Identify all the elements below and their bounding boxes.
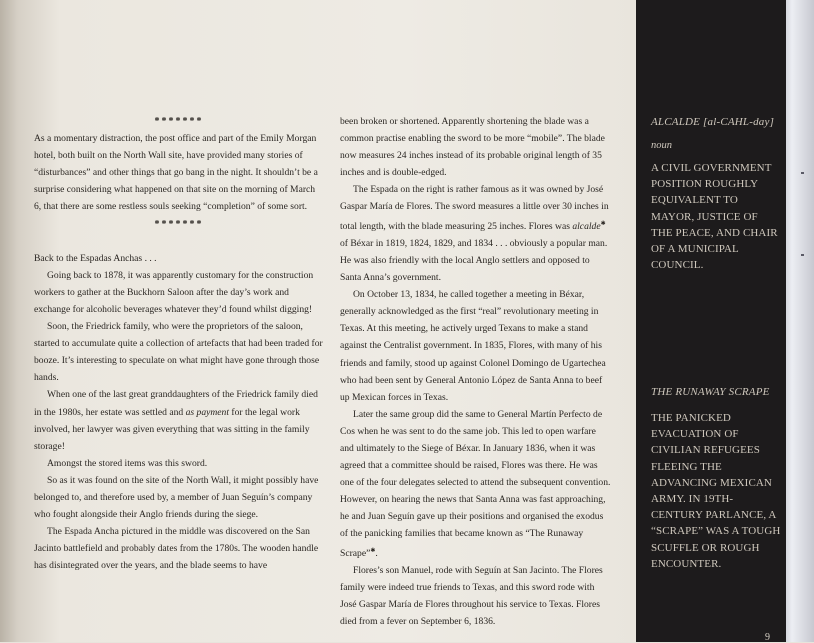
emphasis-text: as payment — [185, 406, 230, 418]
footnote-marker: ✱ — [600, 220, 606, 227]
page-number: 9 — [765, 632, 770, 643]
text-span: When one of the last great granddaughters of the Friedrick family died in the 1980s, her estate was settled and — [34, 389, 318, 418]
text-span: . — [375, 547, 378, 559]
section-divider: ******* — [154, 218, 204, 230]
paragraph: Going back to 1878, it was apparently customary for the construction workers to gather at the Buckhorn Saloon after the day’s work and exchange for alcoholic beverages whatever they’d found whilst digging! — [34, 269, 314, 315]
text-span: Later the same group did the same to General Martín Perfecto de Cos when he was sent to do the same job. This led to open warfare and ultimately to the Siege of Béxar. In January 1836, when it was agreed that a committee should be raised, Flores was there. He was one of the four delegates selected to attend the subsequent convention. However, on hearing the news that Santa Anna was fast approaching, he and Juan Seguín gave up their positions and organised the exodus of the panicking families that became known as “The Runaway Scrape” — [340, 408, 611, 559]
page-edge — [786, 0, 814, 642]
paragraph: As a momentary distraction, the post office and part of the Emily Morgan hotel, both built on the North Wall site, have provided many stories of “disturbances” and other things that go bang in the night. It shouldn’t be a surprise considering what happened on that site on the morning of March 6, that there are some restless souls seeking “completion” of some sort. — [34, 133, 318, 213]
paragraph: On October 13, 1834, he called together a meeting in Béxar, generally acknowledged as the first “real” revolutionary meeting in Texas. At this meeting, he actively urged Texans to make a stand against the Centralist government. In 1835, Flores, with many of his friends and family, stood up against Colonel Domingo de Ugartechea who had been sent by General Antonio López de Santa Anna to beef up Mexican forces in Texas. — [340, 289, 606, 403]
paragraph: The Espada Ancha pictured in the middle was discovered on the San Jacinto battlefield and probably dates from the 1780s. The wooden handle has disintegrated over the years, and the blade seems to have — [34, 526, 319, 572]
paragraph — [340, 181, 612, 286]
edge-mark — [801, 172, 804, 174]
paragraph: Amongst the stored items was this sword. — [47, 457, 208, 469]
glossary-definition: THE PANICKED EVACUATION OF CIVILIAN REFUGEES FLEEING THE ADVANCING MEXICAN ARMY. IN 19TH-CENTURY PARLANCE, A “SCRAPE” WAS A TOUGH SCUFFLE OR ROUGH ENCOUNTER. — [651, 412, 781, 570]
text-span: for the legal work involved, her lawyer was given everything that was sitting in the family storage! — [34, 406, 310, 452]
section-divider: ******* — [154, 116, 204, 127]
section-heading: Back to the Espadas Anchas . . . — [34, 252, 157, 264]
paragraph: Soon, the Friedrick family, who were the proprietors of the saloon, started to accumulate quite a collection of artefacts that had been traded for booze. It’s interesting to speculate on what might have gone through those hands. — [34, 321, 323, 384]
glossary-sidebar — [636, 0, 786, 642]
left-column — [34, 113, 324, 574]
glossary-term: THE RUNAWAY SCRAPE — [651, 386, 770, 398]
glossary-term: ALCALDE [al-CAHL-day] — [651, 116, 775, 128]
glossary-definition: A CIVIL GOVERNMENT POSITION ROUGHLY EQUIVALENT TO MAYOR, JUSTICE OF THE PEACE, AND CHAIR OF A MUNICIPAL COUNCIL. — [651, 162, 778, 272]
text-span: of Béxar in 1819, 1824, 1829, and 1834 . . . obviously a popular man. He was also friendly with the local Anglo settlers and opposed to Santa Anna’s government. — [340, 237, 608, 284]
text-span: The Espada on the right is rather famous as it was owned by José Gaspar María de Flores. The sword measures a little over 30 inches in total length, with the blade measuring 25 inches. Flores was — [340, 184, 609, 232]
paragraph — [34, 386, 324, 454]
paragraph — [340, 406, 612, 562]
part-of-speech: noun — [651, 140, 672, 151]
emphasis-text: alcalde — [572, 220, 601, 232]
paragraph: Flores’s son Manuel, rode with Seguín at San Jacinto. The Flores family were indeed true friends to Texas, and this sword rode with José Gaspar María de Flores throughout his service to Texas. Flores died from a fever on September 6, 1836. — [340, 564, 603, 628]
footnote-marker: ✱ — [370, 547, 376, 554]
right-column — [340, 113, 612, 630]
paragraph: been broken or shortened. Apparently shortening the blade was a common practise enabling the sword to be more “mobile”. The blade now measures 24 inches instead of its probable original length of 35 inches and is double-edged. — [340, 116, 605, 179]
paragraph: So as it was found on the site of the North Wall, it might possibly have belonged to, and therefore used by, a member of Juan Seguín’s company who fought alongside their Anglo friends during the siege. — [34, 474, 319, 521]
edge-mark — [801, 254, 804, 256]
